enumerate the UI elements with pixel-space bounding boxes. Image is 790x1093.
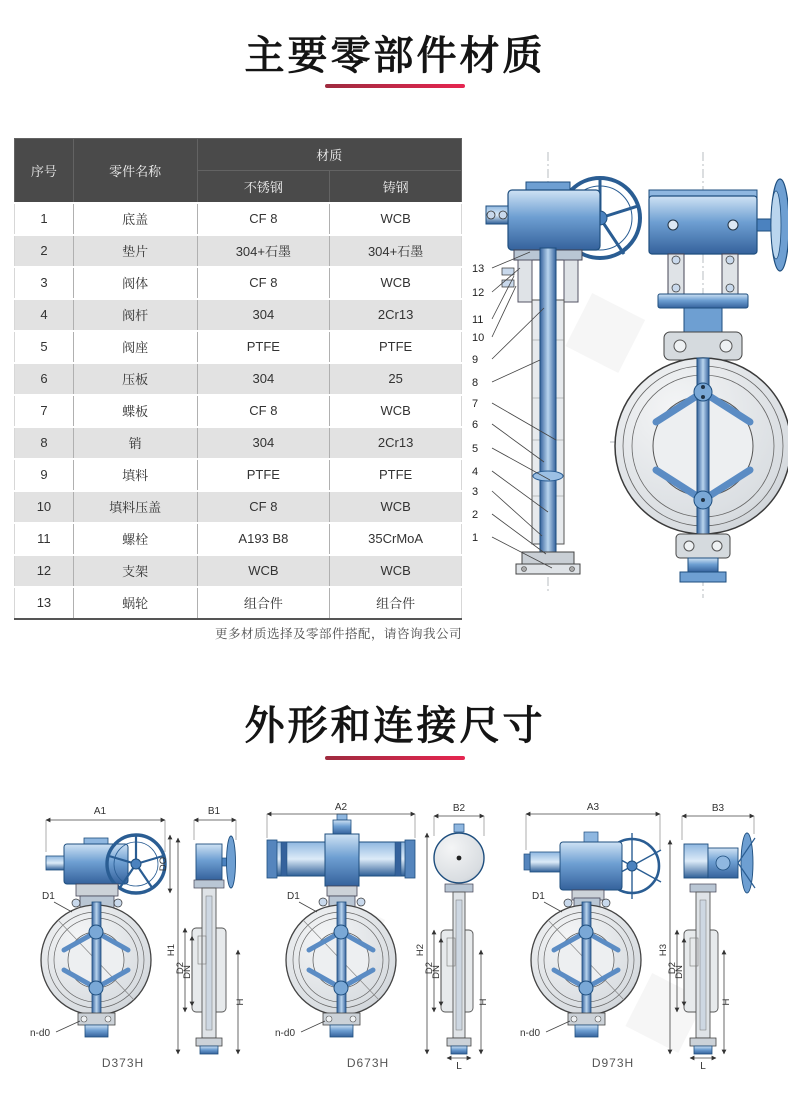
- dim-label: DO: [158, 856, 169, 872]
- dim-label: L: [456, 1061, 462, 1072]
- table-row: [15, 235, 462, 267]
- col-header-no: 序号: [15, 139, 74, 203]
- table-cell: 304: [197, 427, 330, 459]
- callout-number: 8: [472, 377, 479, 389]
- table-cell: 1: [15, 203, 74, 235]
- table-cell: WCB: [330, 491, 462, 523]
- table-row: [15, 363, 462, 395]
- dim-label: L: [700, 1061, 706, 1072]
- table-row: [15, 555, 462, 587]
- dim-label: H: [235, 998, 246, 1006]
- side-view: [434, 824, 484, 1054]
- section-title-dimensions: 外形和连接尺寸: [244, 704, 546, 748]
- table-row: [15, 587, 462, 619]
- table-cell: 304: [197, 299, 330, 331]
- table-cell: WCB: [330, 267, 462, 299]
- dim-label: n-d0: [275, 1028, 296, 1039]
- table-cell: A193 B8: [197, 523, 330, 555]
- table-cell: 销: [73, 427, 197, 459]
- dim-label: A1: [93, 806, 107, 817]
- table-cell: 5: [15, 331, 74, 363]
- callout-number: 1: [472, 532, 479, 544]
- table-row: [15, 267, 462, 299]
- dim-label: H: [478, 998, 489, 1006]
- dim-label: D1: [287, 891, 300, 902]
- side-handwheel-icon: [757, 179, 788, 271]
- table-footnote: 更多材质选择及零部件搭配，请咨询我公司: [214, 627, 462, 641]
- table-cell: 6: [15, 363, 74, 395]
- materials-table-body: [15, 203, 462, 619]
- figure-model-label: D973H: [591, 1056, 635, 1070]
- gearbox: [649, 196, 757, 254]
- table-cell: 7: [15, 395, 74, 427]
- table-cell: 阀座: [73, 331, 197, 363]
- table-row: [15, 395, 462, 427]
- table-cell: 9: [15, 459, 74, 491]
- dim-label: B3: [711, 803, 725, 814]
- valve-stem: [540, 248, 556, 552]
- dim-label: D1: [532, 891, 545, 902]
- materials-table-header: [15, 139, 462, 203]
- callout-number: 10: [472, 332, 485, 344]
- table-row: [15, 203, 462, 235]
- dim-label: DN: [431, 965, 442, 979]
- dim-label: A2: [334, 802, 348, 813]
- table-cell: 304+石墨: [197, 235, 330, 267]
- callout-number: 13: [472, 263, 485, 275]
- front-view: [41, 835, 165, 1037]
- table-cell: PTFE: [330, 331, 462, 363]
- callout-number: 5: [472, 443, 479, 455]
- dim-label: D2: [175, 961, 186, 975]
- table-cell: 10: [15, 491, 74, 523]
- title-underline: [325, 84, 465, 88]
- valve-assembly-drawing: [458, 140, 788, 610]
- callout-number: 7: [472, 398, 479, 410]
- table-cell: PTFE: [197, 331, 330, 363]
- dim-label: A3: [586, 802, 600, 813]
- side-handwheel-icon: [227, 836, 236, 888]
- table-cell: 支架: [73, 555, 197, 587]
- electric-actuator: [560, 842, 622, 890]
- table-cell: 底盖: [73, 203, 197, 235]
- callout-number: 6: [472, 419, 479, 431]
- dim-label: H2: [415, 943, 426, 957]
- dim-label: DN: [674, 965, 685, 979]
- dim-label: D2: [667, 961, 678, 975]
- figure-model-label: D373H: [101, 1056, 145, 1070]
- callout-number: 9: [472, 354, 479, 366]
- table-cell: WCB: [330, 555, 462, 587]
- table-cell: 组合件: [330, 587, 462, 619]
- table-cell: 11: [15, 523, 74, 555]
- table-cell: PTFE: [197, 459, 330, 491]
- table-cell: 25: [330, 363, 462, 395]
- table-cell: CF 8: [197, 203, 330, 235]
- callout-number: 2: [472, 509, 479, 521]
- seat-ring: [533, 471, 563, 481]
- side-handwheel-icon: [738, 833, 755, 893]
- table-cell: 压板: [73, 363, 197, 395]
- dim-label: H: [721, 998, 732, 1006]
- dim-label: B1: [207, 806, 221, 817]
- dim-label: DN: [182, 965, 193, 979]
- table-cell: 填料压盖: [73, 491, 197, 523]
- dim-label: B2: [452, 803, 466, 814]
- table-row: [15, 523, 462, 555]
- callout-number: 12: [472, 287, 485, 299]
- dim-label: n-d0: [520, 1028, 541, 1039]
- table-cell: 填料: [73, 459, 197, 491]
- table-cell: 垫片: [73, 235, 197, 267]
- side-view: [684, 833, 755, 1054]
- dim-label: H1: [166, 943, 177, 957]
- materials-table: [14, 138, 462, 620]
- table-cell: 螺栓: [73, 523, 197, 555]
- col-header-stainless: 不锈钢: [197, 171, 330, 203]
- table-cell: 12: [15, 555, 74, 587]
- front-view: [524, 832, 661, 1037]
- front-view: [610, 152, 788, 598]
- table-cell: 13: [15, 587, 74, 619]
- table-row: [15, 459, 462, 491]
- table-cell: PTFE: [330, 459, 462, 491]
- table-row: [15, 299, 462, 331]
- figure-model-label: D673H: [346, 1056, 390, 1070]
- table-cell: WCB: [330, 203, 462, 235]
- table-cell: 2Cr13: [330, 427, 462, 459]
- table-cell: CF 8: [197, 491, 330, 523]
- gearbox: [508, 190, 600, 250]
- table-cell: 蝶板: [73, 395, 197, 427]
- table-cell: 组合件: [197, 587, 330, 619]
- table-cell: CF 8: [197, 395, 330, 427]
- col-header-cast: 铸钢: [330, 171, 462, 203]
- callout-number: 3: [472, 486, 479, 498]
- dim-label: H3: [658, 943, 669, 957]
- title-underline: [325, 756, 465, 760]
- table-cell: WCB: [330, 395, 462, 427]
- dimension-figure-D673H: [263, 800, 513, 1072]
- table-row: [15, 331, 462, 363]
- dimension-figure-D373H: [18, 800, 268, 1072]
- dimension-figure-D973H: [508, 800, 758, 1072]
- callout-number: 4: [472, 466, 479, 478]
- table-cell: 4: [15, 299, 74, 331]
- table-cell: 3: [15, 267, 74, 299]
- dim-label: D2: [424, 961, 435, 975]
- table-cell: 2Cr13: [330, 299, 462, 331]
- table-cell: 8: [15, 427, 74, 459]
- dim-label: n-d0: [30, 1028, 51, 1039]
- section-title-materials: 主要零部件材质: [244, 34, 546, 78]
- table-cell: 蜗轮: [73, 587, 197, 619]
- table-row: [15, 491, 462, 523]
- table-cell: 35CrMoA: [330, 523, 462, 555]
- table-cell: CF 8: [197, 267, 330, 299]
- table-cell: 304+石墨: [330, 235, 462, 267]
- table-cell: 阀杆: [73, 299, 197, 331]
- col-header-part: 零件名称: [73, 139, 197, 203]
- table-cell: 阀体: [73, 267, 197, 299]
- callout-number: 11: [472, 314, 484, 326]
- dim-label: D1: [42, 891, 55, 902]
- table-cell: 304: [197, 363, 330, 395]
- col-header-material: 材质: [197, 139, 462, 171]
- table-row: [15, 427, 462, 459]
- front-view: [267, 814, 415, 1037]
- table-cell: 2: [15, 235, 74, 267]
- sectional-view: [486, 152, 640, 592]
- table-cell: WCB: [197, 555, 330, 587]
- side-view: [192, 836, 236, 1054]
